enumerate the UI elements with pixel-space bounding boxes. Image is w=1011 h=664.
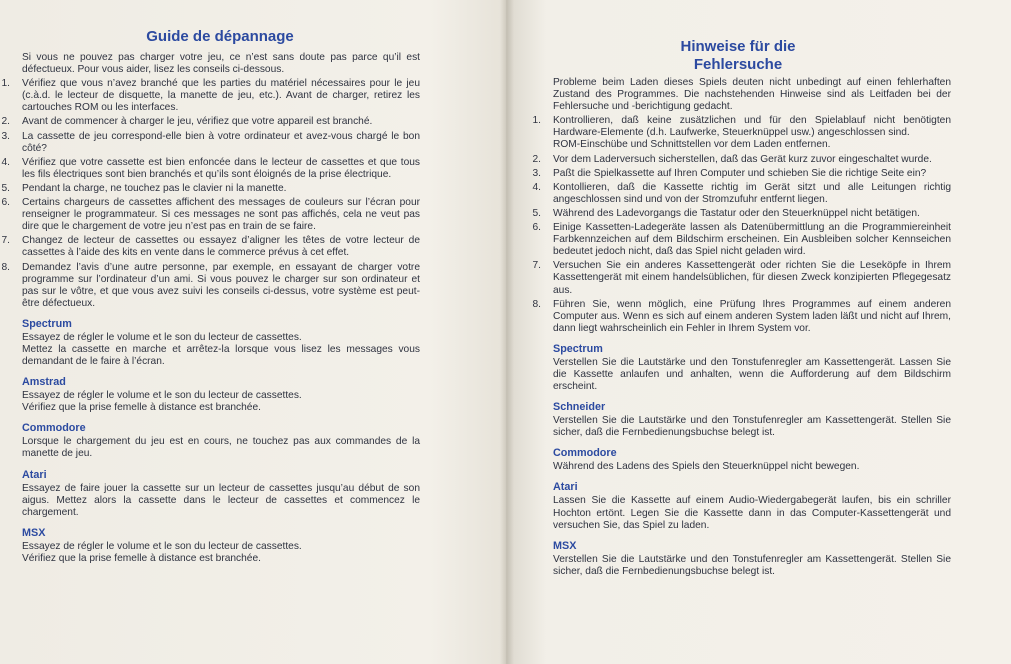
list-text: Avant de commencer à charger le jeu, vérifiez que votre appareil est branché. <box>22 116 373 128</box>
left-list-item <box>1 182 420 195</box>
list-text: Paßt die Spielkassette auf Ihren Computer und schieben Sie die richtige Seite ein? <box>553 167 927 179</box>
right-section-msx <box>553 540 951 578</box>
section-line: Verstellen Sie die Lautstärke und den Tonstufenregler am Kassettengerät. Lassen Sie die Kassette anlaufen und anhalten, wenn die Aufforderung auf dem Bildschirm erscheint. <box>553 356 951 393</box>
list-text: Pendant la charge, ne touchez pas le clavier ni la manette. <box>22 182 287 194</box>
section-line: Lassen Sie die Kassette auf einem Audio-Wiedergabegerät laufen, bis ein schriller Hochton ertönt. Legen Sie die Kassette dann in das Computer-Kassettengerät und versuchen Sie, das Spiel zu laden. <box>553 495 951 531</box>
page-fold <box>500 0 514 664</box>
section-heading: Commodore <box>553 447 617 460</box>
right-list-item <box>532 222 951 258</box>
left-list-item <box>1 197 420 233</box>
left-page-title: Guide de dépannage <box>146 28 294 45</box>
list-number: 5. <box>532 207 541 219</box>
right-list-item <box>532 260 951 296</box>
list-number: 6. <box>1 197 10 209</box>
section-line: Mettez la cassette en marche et arrêtez-la lorsque vous lisez les messages vous demandant de le faire à l’écran. <box>22 343 420 368</box>
list-text: Vérifiez que votre cassette est bien enfoncée dans le lecteur de cassettes et que tous les fils électriques sont bien branchés et qu’ils sont éloignés de la prise électrique. <box>22 156 420 180</box>
section-line: Essayez de faire jouer la cassette sur un lecteur de cassettes jusqu’au début de son aigus. Mettez alors la cassette dans le lecteur de cassettes et commencez le chargement. <box>22 482 420 518</box>
right-section-spectrum <box>553 343 951 393</box>
section-heading: Atari <box>553 481 578 494</box>
right-list-item <box>532 153 951 166</box>
list-extra: ROM-Einschübe und Schnittstellen vor dem Laden entfernen. <box>553 139 831 151</box>
list-text: Vérifiez que vous n’avez branché que les parties du matériel nécessaires pour le jeu (c.à.d. le lecteur de disquette, la manette de jeu, etc.). Avant de charger, retirez les cartouches ROM ou les interfaces. <box>22 78 420 114</box>
right-content <box>532 77 951 578</box>
list-text: Vor dem Laderversuch sicherstellen, daß das Gerät kurz zuvor eingeschaltet wurde. <box>553 153 932 165</box>
right-list-item <box>532 167 951 180</box>
right-list-item <box>532 298 951 335</box>
list-number: 5. <box>1 182 10 194</box>
section-heading: Amstrad <box>22 376 66 389</box>
left-section-atari <box>22 469 420 519</box>
left-content <box>1 52 420 565</box>
list-number: 7. <box>532 260 541 272</box>
list-text: Kontollieren, daß die Kassette richtig im Gerät sitzt und alle Leitungen richtig angeschlossen sind und von der Stromzufuhr entfernt liegen. <box>553 181 951 205</box>
list-text: La cassette de jeu correspond-elle bien à votre ordinateur et avez-vous chargé le bon côté? <box>22 130 420 154</box>
section-line: Essayez de régler le volume et le son du lecteur de cassettes. <box>22 331 302 343</box>
list-number: 4. <box>1 156 10 168</box>
left-section-spectrum <box>22 318 420 368</box>
section-heading: MSX <box>22 526 46 539</box>
left-list-item <box>1 78 420 114</box>
list-number: 2. <box>1 116 10 128</box>
right-section-schneider <box>553 401 951 439</box>
left-list-item <box>1 116 420 128</box>
section-heading: Atari <box>22 468 47 481</box>
section-line: Während des Ladens des Spiels den Steuerknüppel nicht bewegen. <box>553 461 860 473</box>
list-text: Während des Ladevorgangs die Tastatur oder den Steuerknüppel nicht betätigen. <box>553 207 920 219</box>
left-list-item <box>1 156 420 181</box>
list-text: Einige Kassetten-Ladegeräte lassen als Datenübermittlung an die Programmiereinheit Farbkennzeichen auf dem Bildschirm erscheinen. Ein Ausbleiben solcher Kennseichen bedeutet jedoch nicht, daß das Spiel nicht geladen wird. <box>553 222 951 258</box>
right-list-item <box>532 207 951 220</box>
section-heading: Schneider <box>553 401 606 414</box>
list-text: Führen Sie, wenn möglich, eine Prüfung Ihres Programmes auf einem anderen Computer aus. Wenn es sich auf einem anderen System laden läßt und nicht auf Ihrem, dann liegt wahrscheinlich ein Fehler in Ihrem System vor. <box>553 298 951 334</box>
list-number: 3. <box>532 167 541 179</box>
left-list-item <box>1 235 420 259</box>
section-line: Vérifiez que la prise femelle à distance est branchée. <box>22 552 261 564</box>
list-text: Certains chargeurs de cassettes affichent des messages de couleurs sur l’écran pour renseigner le programmateur. Si ces messages ne sont pas affichés, cela ne veut pas dire que le chargement de votre jeu n’est pas en train de se faire. <box>22 197 420 233</box>
list-text: Demandez l’avis d’une autre personne, par exemple, en essayant de charger votre programme sur l’ordinateur d’un ami. Si vous pouvez le charger sur son ordinateur et pas sur le vôtre, et que vous avez suivi les conseils ci-dessus, votre système est peut-être défectueux. <box>22 261 420 309</box>
right-title-block <box>548 38 928 74</box>
section-line: Verstellen Sie die Lautstärke und den Tonstufenregler am Kassettengerät. Stellen Sie sicher, daß die Fernbedienungsbuchse belegt ist. <box>553 553 951 577</box>
left-section-msx <box>22 527 420 565</box>
section-line: Lorsque le chargement du jeu est en cours, ne touchez pas aux commandes de la manette de jeu. <box>22 436 420 460</box>
list-text: Versuchen Sie ein anderes Kassettengerät oder richten Sie die Leseköpfe in Ihrem Kassettengerät mit einem handelsüblichen, für diesen Zweck konzipierten Pflegegesatz aus. <box>553 260 951 296</box>
left-intro: Si vous ne pouvez pas charger votre jeu, ce n’est sans doute pas parce qu’il est défectueux. Pour vous aider, lisez les conseils ci-dessous. <box>22 52 420 76</box>
list-number: 6. <box>532 222 541 234</box>
left-list-item <box>1 261 420 310</box>
section-line: Vérifiez que la prise femelle à distance est branchée. <box>22 402 261 414</box>
section-line: Essayez de régler le volume et le son du lecteur de cassettes. <box>22 540 302 552</box>
section-heading: Spectrum <box>553 342 603 355</box>
right-list-item <box>532 115 951 151</box>
right-intro: Probleme beim Laden dieses Spiels deuten nicht unbedingt auf einen fehlerhaften Zustand des Programmes. Die nachstehenden Hinweise sind als Leitfaden bei der Fehlersuche und -berichtigung gedacht. <box>553 77 951 113</box>
right-list-item <box>532 181 951 206</box>
list-number: 7. <box>1 235 10 247</box>
list-number: 3. <box>1 130 10 142</box>
right-list <box>532 115 951 335</box>
section-line: Verstellen Sie die Lautstärke und den Tonstufenregler am Kassettengerät. Stellen Sie sicher, daß die Fernbedienungsbuchse belegt ist. <box>553 415 951 439</box>
section-heading: Commodore <box>22 422 86 435</box>
right-page-title-line1: Hinweise für die <box>680 38 796 55</box>
right-section-commodore <box>553 447 951 473</box>
section-heading: Spectrum <box>22 317 72 330</box>
list-number: 2. <box>532 153 541 165</box>
left-list-item <box>1 130 420 155</box>
list-number: 8. <box>1 261 10 273</box>
section-line: Essayez de régler le volume et le son du lecteur de cassettes. <box>22 390 302 402</box>
list-text: Kontrollieren, daß keine zusätzlichen und für den Spielablauf nicht benötigten Hardware-Elemente (d.h. Laufwerke, Steuerknüppel usw.) angeschlossen sind. <box>553 115 951 139</box>
list-number: 8. <box>532 298 541 310</box>
right-page-title-line2: Fehlersuche <box>693 56 783 73</box>
left-section-commodore <box>22 422 420 460</box>
list-number: 4. <box>532 181 541 193</box>
list-number: 1. <box>1 78 10 90</box>
left-section-amstrad <box>22 376 420 414</box>
left-list <box>1 78 420 310</box>
list-text: Changez de lecteur de cassettes ou essayez d’aligner les têtes de votre lecteur de cassettes à l’aide des kits en vente dans le commerce prévus à cet effet. <box>22 235 420 259</box>
section-heading: MSX <box>553 539 577 552</box>
right-section-atari <box>553 481 951 531</box>
list-number: 1. <box>532 115 541 127</box>
